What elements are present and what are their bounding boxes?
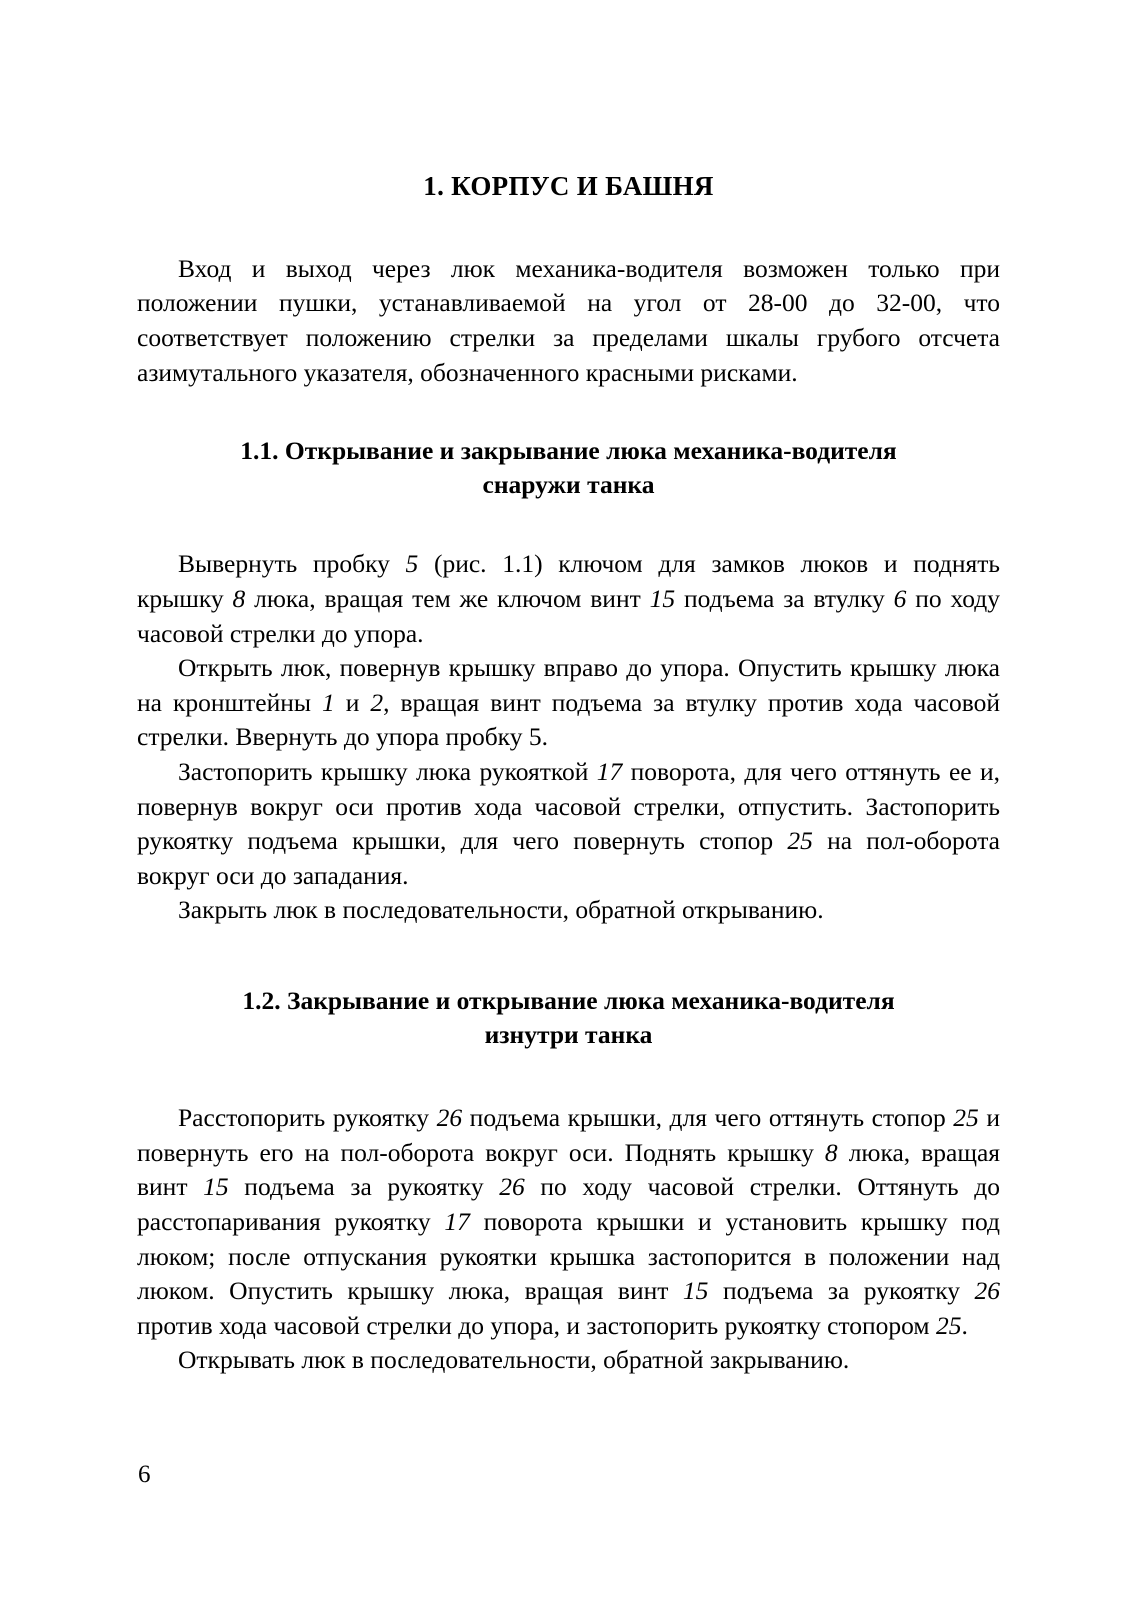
reference-number: 17 [596,757,623,786]
page-title: 1. КОРПУС И БАШНЯ [423,171,714,201]
paragraph: Открывать люк в последовательности, обратной закрыванию. [178,1345,850,1375]
reference-number: 2 [370,687,384,717]
reference-number: 8 [232,584,246,614]
section-1-1-body [137,547,1000,928]
reference-number: 6 [893,584,907,614]
section-1-2-body [137,1101,1000,1378]
reference-number: 25 [953,1103,979,1133]
reference-number: 26 [436,1103,463,1133]
section-heading-1-1-line-2: снаружи танка [482,469,655,499]
reference-number: 25 [935,1310,962,1340]
section-heading-1-2 [137,984,1000,1051]
section-heading-1-2-line-2: изнутри танка [484,1019,653,1049]
section-heading-1-2-line-1: 1.2. Закрывание и открывание люка механика-водителя [242,985,895,1015]
reference-number: 17 [444,1207,470,1237]
section-heading-1-1-line-1: 1.1. Открывание и закрывание люка механика-водителя [240,436,897,466]
reference-number: 5 [405,549,419,579]
paragraph: Открыть люк, повернув крышку вправо до упора. Опустить крышку люка на кронштейны 1 и 2, вращая винт подъема за втулку против хода часовой стрелки. Ввернуть до упора пробку 5. [137,653,1000,752]
reference-number: 26 [499,1172,525,1202]
reference-number: 15 [682,1276,709,1306]
paragraph: Расстопорить рукоятку 26 подъема крышки, для чего оттянуть стопор 25 и повернуть его на пол-оборота вокруг оси. Поднять крышку 8 люка, вращая винт 15 подъема за рукоятку 26 по ходу часовой стрелки. Оттянуть до расстопаривания рукоятку 17 поворота крышки и установить крышку под люком; после отпускания рукоятки крышка застопорится в положении над люком. Опустить крышку люка, вращая винт 15 подъема за рукоятку 26 против хода часовой стрелки до упора, и застопорить рукоятку стопором 25. [137,1103,1001,1340]
reference-number: 1 [322,687,335,717]
text-column [137,170,1000,1378]
intro-paragraph: Вход и выход через люк механика-водителя возможен только при положении пушки, устанавливаемой на угол от 28-00 до 32-00, что соответствует положению стрелки за пределами шкалы грубого отсчета азимутального указателя, обозначенного красными рисками. [137,253,1000,387]
section-heading-1-1 [137,434,1000,501]
reference-number: 26 [974,1276,1001,1306]
reference-number: 15 [649,584,676,614]
page-number: 6 [138,1461,151,1488]
reference-number: 8 [824,1137,838,1167]
reference-number: 15 [203,1172,229,1202]
reference-number: 25 [787,826,813,856]
paragraph: Закрыть люк в последовательности, обратной открыванию. [178,895,824,925]
paragraph: Застопорить крышку люка рукояткой 17 поворота, для чего оттянуть ее и, повернув вокруг оси против хода часовой стрелки, отпустить. Застопорить рукоятку подъема крышки, для чего повернуть стопор 25 на пол-оборота вокруг оси до западания. [137,757,1000,890]
paragraph: Вывернуть пробку 5 (рис. 1.1) ключом для замков люков и поднять крышку 8 люка, вращая тем же ключом винт 15 подъема за втулку 6 по ходу часовой стрелки до упора. [137,549,1000,648]
